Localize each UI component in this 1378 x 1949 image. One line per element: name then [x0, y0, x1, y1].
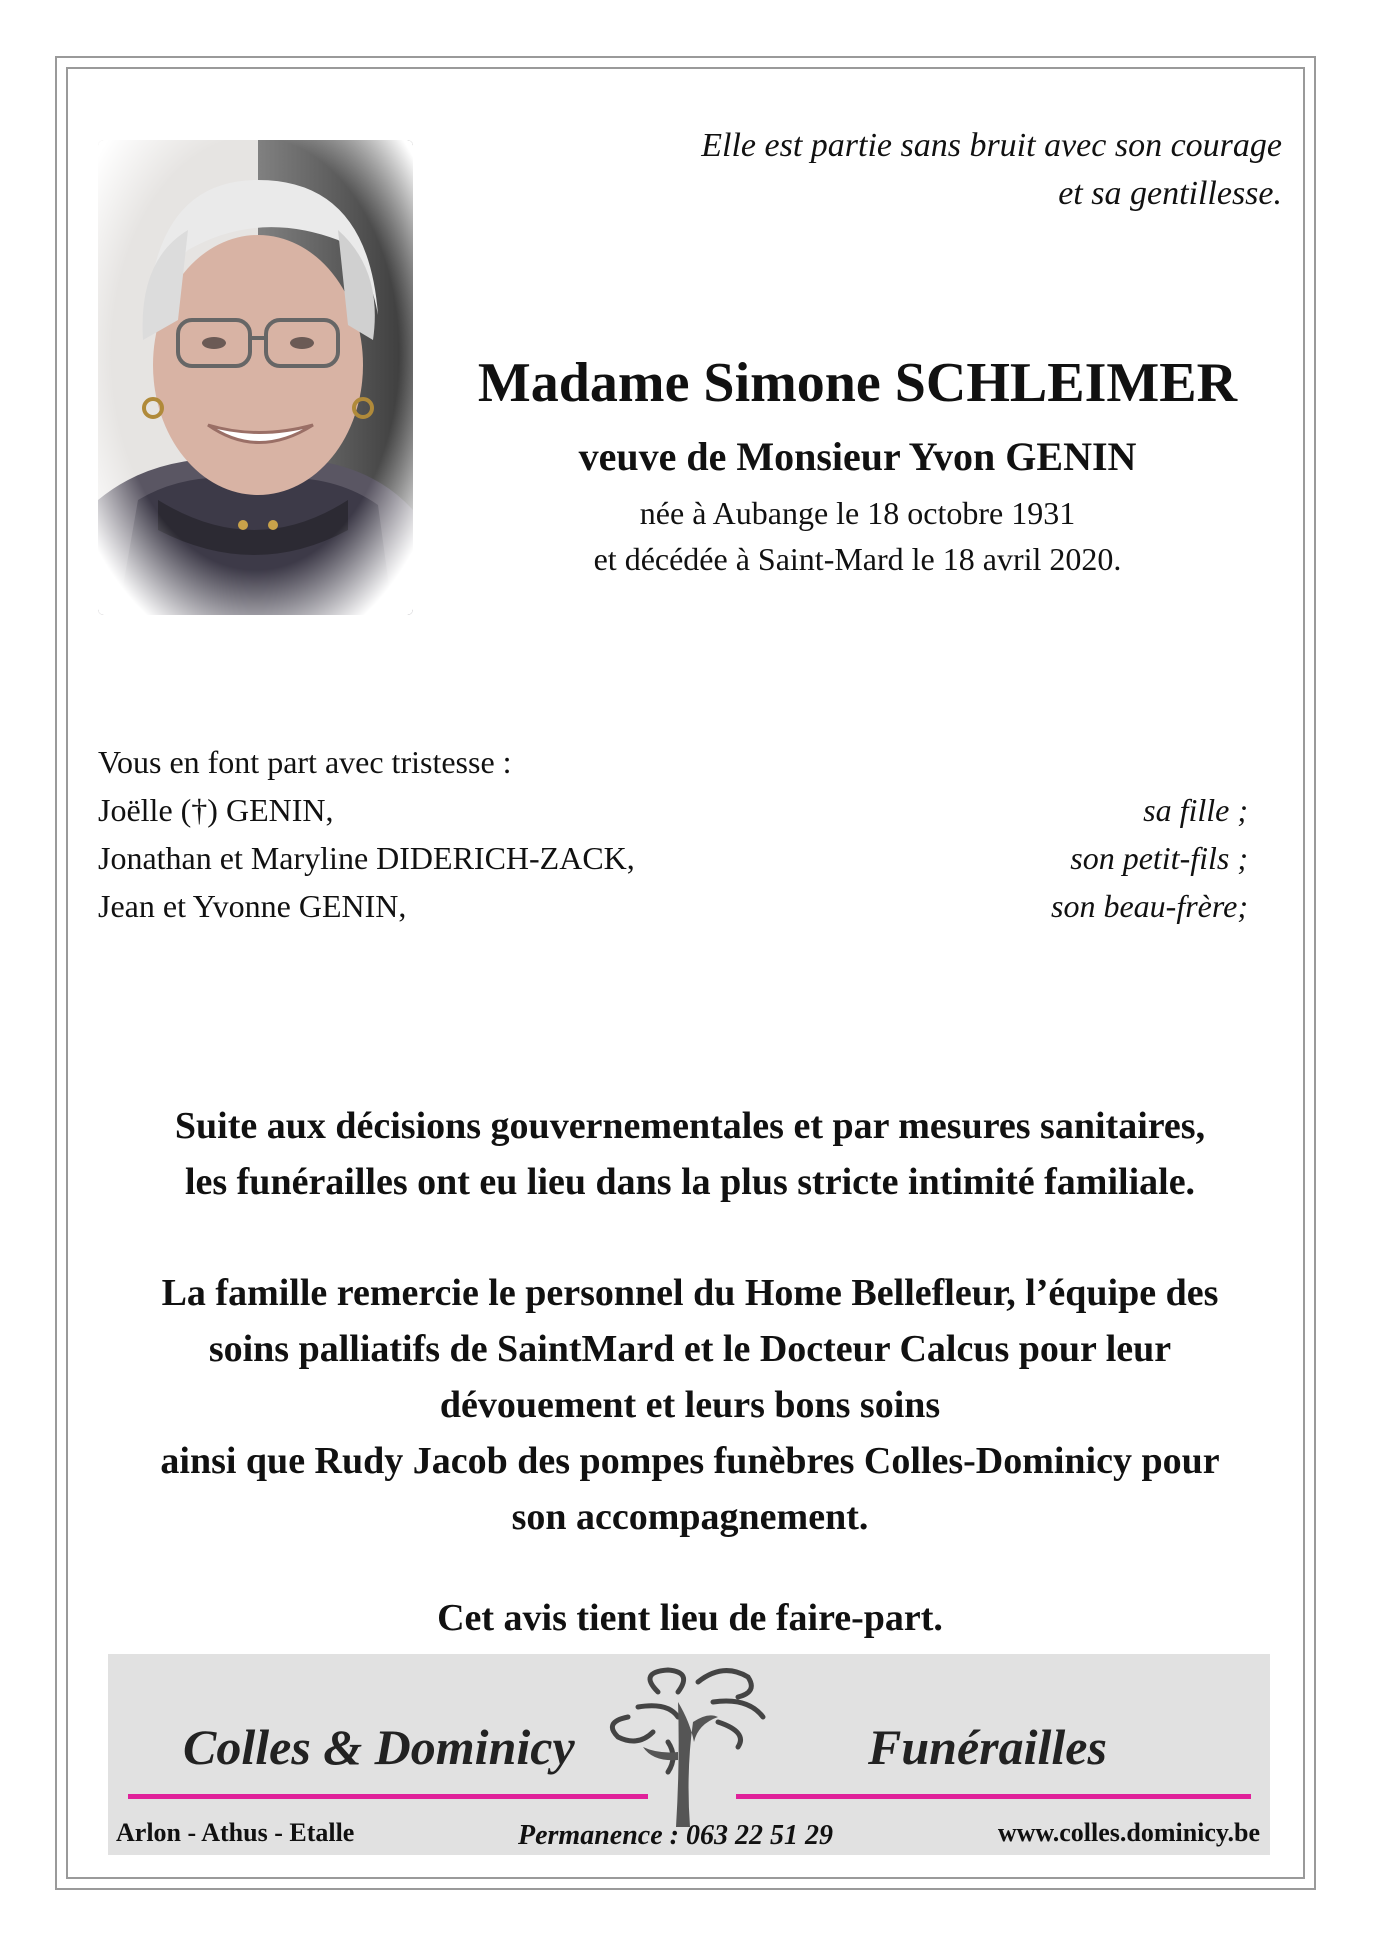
widow-of: veuve de Monsieur Yvon GENIN: [578, 434, 1137, 479]
family-names: Jean et Yvonne GENIN,: [98, 888, 407, 924]
brand-name: Colles & Dominicy: [183, 1719, 575, 1775]
accent-line-left: [128, 1794, 648, 1799]
family-relation: son petit-fils ;: [1070, 840, 1248, 876]
family-relation: sa fille ;: [1143, 792, 1248, 828]
thanks-line: son accompagnement.: [511, 1496, 869, 1538]
notice-line: Suite aux décisions gouvernementales et par mesures sanitaires,: [174, 1105, 1206, 1147]
family-names: Jonathan et Maryline DIDERICH-ZACK,: [98, 840, 635, 876]
family-names: Joëlle (†) GENIN,: [98, 792, 334, 828]
family-row: [98, 786, 1248, 834]
quote-line-1: Elle est partie sans bruit avec son courage: [701, 127, 1282, 164]
accent-line-right: [736, 1794, 1251, 1799]
thanks-paragraph: [90, 1265, 1290, 1545]
family-row: [98, 834, 1248, 882]
funeral-notice: [90, 1098, 1290, 1210]
birth-line: née à Aubange le 18 octobre 1931: [639, 495, 1076, 531]
quote-line-2: et sa gentillesse.: [1058, 175, 1282, 212]
family-announcement: [98, 738, 1248, 930]
cities: Arlon - Athus - Etalle: [116, 1818, 355, 1847]
thanks-line: ainsi que Rudy Jacob des pompes funèbres Colles-Dominicy pour: [160, 1440, 1220, 1482]
family-row: [98, 882, 1248, 930]
phone-number: Permanence : 063 22 51 29: [518, 1820, 833, 1851]
thanks-line: dévouement et leurs bons soins: [439, 1384, 941, 1426]
deceased-name: Madame Simone SCHLEIMER: [477, 352, 1238, 414]
notice-line: les funérailles ont eu lieu dans la plus stricte intimité familiale.: [184, 1161, 1196, 1203]
closing-line: Cet avis tient lieu de faire-part.: [437, 1597, 943, 1639]
death-line: et décédée à Saint-Mard le 18 avril 2020.: [593, 541, 1122, 577]
tree-logo-icon: [598, 1662, 788, 1832]
thanks-line: soins palliatifs de SaintMard et le Docteur Calcus pour leur: [208, 1328, 1172, 1370]
website-link[interactable]: www.colles.dominicy.be: [997, 1818, 1260, 1847]
epitaph-quote: [522, 122, 1282, 218]
life-dates: [435, 490, 1280, 582]
family-intro: Vous en font part avec tristesse :: [98, 744, 512, 780]
funeral-home-banner: [108, 1654, 1270, 1855]
brand-tagline: Funérailles: [868, 1719, 1107, 1775]
portrait-photo: [98, 140, 413, 615]
thanks-line: La famille remercie le personnel du Home Bellefleur, l’équipe des: [161, 1272, 1219, 1314]
family-relation: son beau-frère;: [1051, 888, 1248, 924]
